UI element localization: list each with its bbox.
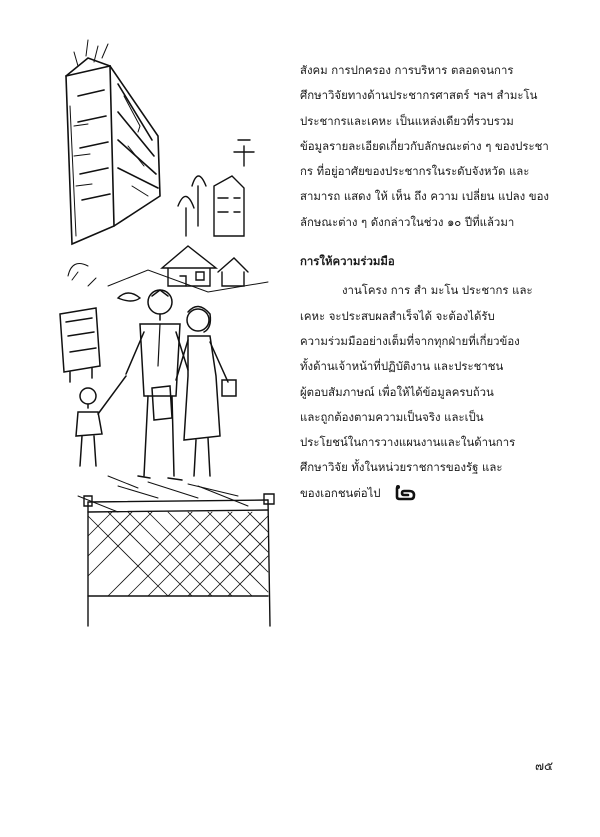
family-sketch: [60, 290, 248, 512]
text-line: ศึกษาวิจัยทางด้านประชากรศาสตร์ ฯลฯ สำมะโน: [300, 88, 538, 103]
text-line: สังคม การปกครอง การบริหาร ตลอดจนการ: [300, 63, 514, 77]
page-number: ๗๕: [535, 759, 554, 773]
text-line: เคหะ จะประสบผลสำเร็จได้ จะต้องได้รับ: [300, 308, 495, 323]
paragraph-census-importance: [300, 58, 572, 235]
town-background-sketch: [68, 140, 268, 301]
section-heading: การให้ความร่วมมือ: [300, 254, 395, 269]
thai-digit-badge-icon: [394, 484, 416, 501]
apartment-building-sketch: [66, 40, 160, 244]
text-line: กร ที่อยู่อาศัยของประชากรในระดับจังหวัด และ: [300, 164, 530, 179]
fence-sketch: [84, 494, 274, 626]
text-line: ทั้งด้านเจ้าหน้าที่ปฏิบัติงาน และประชาชน: [300, 359, 504, 374]
census-sketch-illustration: [48, 36, 280, 636]
text-line-end: ของเอกชนต่อไป: [300, 485, 381, 500]
body-text-column: [300, 58, 572, 506]
text-line: ลักษณะต่าง ๆ ดังกล่าวในช่วง ๑๐ ปีที่แล้วมา: [300, 214, 515, 229]
text-line: ประชากรและเคหะ เป็นแหล่งเดียวที่รวบรวม: [300, 113, 514, 128]
text-line: ผู้ตอบสัมภาษณ์ เพื่อให้ได้ข้อมูลครบถ้วน: [300, 384, 494, 399]
paragraph-cooperation: [300, 278, 572, 506]
text-line: สามารถ แสดง ให้ เห็น ถึง ความ เปลี่ยน แปลง ของ: [300, 189, 549, 204]
text-line: ความร่วมมืออย่างเต็มที่จากทุกฝ่ายที่เกี่ยวข้อง: [300, 333, 520, 348]
text-line: ข้อมูลรายละเอียดเกี่ยวกับลักษณะต่าง ๆ ของประชา: [300, 138, 549, 153]
text-line: ศึกษาวิจัย ทั้งในหน่วยราชการของรัฐ และ: [300, 460, 503, 475]
text-line: และถูกต้องตามความเป็นจริง และเป็น: [300, 409, 484, 424]
text-line-last: [300, 481, 572, 506]
text-line: งานโครง การ สำ มะโน ประชากร และ: [342, 283, 533, 298]
text-line: ประโยชน์ในการวางแผนงานและในด้านการ: [300, 435, 516, 450]
